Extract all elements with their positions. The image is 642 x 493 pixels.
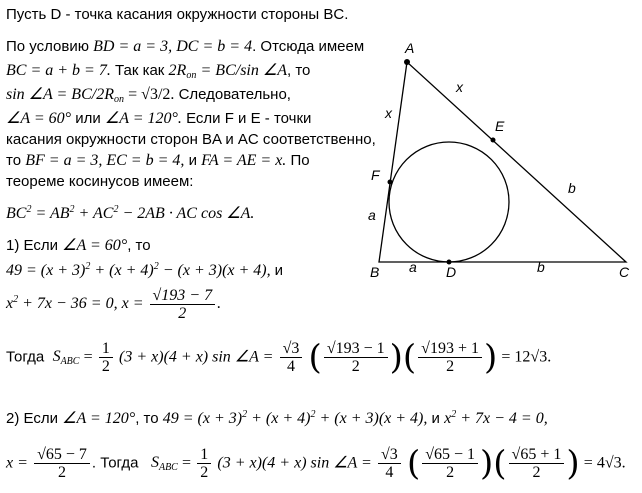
t: BF = a = 3, EC = b = 4, (25, 152, 185, 169)
t: S (150, 454, 159, 472)
t: . Тогда (91, 454, 139, 472)
t: = (182, 454, 192, 472)
t: (3 + x)(4 + x) sin ∠A = (119, 348, 274, 366)
t: − 2AB · AC cos ∠A. (122, 205, 255, 222)
label-b-right: b (568, 180, 576, 196)
t: 2 (153, 261, 159, 272)
t: Так как (115, 62, 165, 79)
t: 2 (310, 409, 316, 420)
t: 2 (101, 358, 110, 375)
t: 1 (197, 446, 211, 464)
case-1-heading (6, 237, 151, 255)
text-line-3 (6, 62, 310, 80)
t: , то (127, 237, 151, 254)
t: 1) Если (6, 237, 58, 254)
fraction: $\frac{√193 - 7}{2}$ (150, 287, 216, 322)
t: + 1 (453, 340, 479, 357)
t: 2) Если (6, 410, 58, 427)
t: − 1 (359, 340, 385, 357)
t: , то (286, 62, 311, 79)
t: 2 (446, 464, 455, 481)
t: = 4√3. (583, 454, 626, 472)
triangle-abc (379, 62, 626, 262)
label-a: A (405, 40, 415, 56)
fraction: $\frac{√193 + 1}{2}$ (418, 340, 482, 375)
t: 2 (178, 305, 187, 322)
t: − 7 (185, 287, 213, 304)
t: 2 (69, 204, 75, 215)
label-b-bottom: b (537, 259, 545, 275)
t (169, 62, 197, 79)
incircle (389, 142, 509, 262)
t: 2R (168, 62, 187, 79)
t: + (x + 4) (251, 410, 311, 427)
fraction: $\frac{√65 - 1}{2}$ (422, 446, 478, 481)
fraction (197, 446, 211, 481)
t: По (290, 152, 310, 169)
text-line-8: теореме косинусов имеем: (6, 173, 194, 190)
t: ABC (158, 462, 178, 474)
t: (3 + x)(4 + x) sin ∠A = (217, 454, 372, 472)
point-e (491, 138, 496, 143)
label-e: E (495, 118, 505, 134)
t: оп (186, 70, 197, 81)
label-d: D (446, 264, 457, 280)
t: 65 (433, 446, 450, 463)
t: 2 (85, 261, 91, 272)
area-2: x = $\frac{√65 - 7}{2}$ . Тогда $S_{ABC}$ = $\frac{1}{2}$ (3 + x)(4 + x) sin ∠A = $\frac{√3}{4}$ ( $\frac{√65 - 1}{2}$ )( $\frac{√65 + 1}{2}$ ) = 4√3. (6, 443, 626, 484)
t: 2 (13, 294, 19, 306)
t: 3 (389, 446, 398, 463)
t: и (431, 410, 440, 427)
text-line-1: Пусть D - точка касания окружности стороны BC. (6, 6, 349, 23)
point-a (404, 59, 410, 65)
t: sin ∠A = BC/2R (6, 86, 114, 103)
t: 193 (161, 287, 186, 304)
t: 4 (286, 358, 295, 375)
label-f: F (371, 167, 380, 183)
t: − (x + 3)(x + 4), (162, 262, 271, 279)
label-a-bottom: a (409, 259, 417, 275)
t: 2 (113, 204, 119, 215)
t: BC (6, 205, 27, 222)
text-line-7 (6, 152, 310, 170)
t: 193 (335, 340, 360, 357)
t: По условию (6, 38, 89, 55)
t: 193 (429, 340, 454, 357)
t: x (6, 295, 14, 313)
t: = √3/2. (128, 86, 175, 103)
point-f (388, 180, 393, 185)
t: . Отсюда имеем (252, 38, 365, 55)
t (6, 86, 124, 103)
t: S (52, 348, 61, 366)
t: x = (121, 295, 144, 313)
label-x-left: x (385, 105, 392, 121)
fraction: $\frac{√3}{4}$ (280, 340, 303, 375)
fraction: $\frac{√65 + 1}{2}$ (509, 446, 565, 481)
t: 4 (385, 464, 394, 481)
t: = AB (35, 205, 70, 222)
t: − 7 (61, 446, 87, 463)
text-line-2 (6, 38, 364, 56)
t: 2 (451, 409, 457, 420)
t: 65 (45, 446, 62, 463)
t: и (188, 152, 197, 169)
t: − 1 (449, 446, 476, 463)
case-2-line (6, 410, 548, 428)
t: 3 (291, 340, 300, 357)
t: BD = a = 3, (93, 38, 173, 55)
t: Тогда (6, 348, 45, 366)
t: + (x + 3)(x + 4), (319, 410, 428, 427)
text-line-6: касания окружности сторон BA и AC соответственно, (6, 131, 376, 148)
t: 2 (26, 204, 32, 215)
t: ∠A = 120° (62, 410, 136, 427)
t: + AC (78, 205, 114, 222)
text-line-5 (6, 110, 311, 128)
label-b: B (370, 264, 380, 280)
quadratic-1: $x^2 + 7x - 36 = 0$, x = $\frac{√193 - 7}{2}$ . (6, 287, 222, 322)
t: , то (135, 410, 159, 427)
t: + 7x − 36 = 0, (22, 295, 118, 313)
label-c: C (619, 264, 630, 280)
equation-1 (6, 262, 283, 280)
t: 49 = (x + 3) (6, 262, 86, 279)
area-1: Тогда $S_{ABC}$ = $\frac{1}{2}$ (3 + x)(4 + x) sin ∠A = $\frac{√3}{4}$ ( $\frac{√193 - 1}{2}$ )( $\frac{√193 + 1}{2}$ ) = 12√3. (6, 337, 552, 378)
fraction (99, 340, 113, 375)
t: ∠A = 60° (6, 110, 72, 127)
t: 2 (242, 409, 248, 420)
fraction: $\frac{√65 - 7}{2}$ (34, 446, 90, 481)
t: + (x + 4) (94, 262, 154, 279)
t: ∠A = 60° (62, 237, 128, 254)
t: ∠A = 120°. (104, 110, 182, 127)
t: ABC (60, 356, 80, 368)
t: или (75, 110, 101, 127)
t: + 1 (536, 446, 562, 463)
t: 2 (532, 464, 541, 481)
t: 2 (446, 358, 455, 375)
text-line-4 (6, 86, 291, 104)
t: оп (113, 94, 124, 105)
cosine-law (6, 205, 254, 223)
t: 2 (200, 464, 209, 481)
t: то (6, 152, 22, 169)
label-a-left: a (368, 207, 376, 223)
t: 2 (351, 358, 360, 375)
t: x (444, 410, 452, 427)
label-x-right: x (456, 79, 463, 95)
t: 65 (520, 446, 537, 463)
t: 49 = (x + 3) (162, 410, 243, 427)
t: x = (6, 454, 28, 472)
t: DC = b = 4 (176, 38, 253, 55)
t: и (274, 262, 284, 279)
t: 2 (57, 464, 66, 481)
t: = BC/sin ∠A (200, 62, 287, 79)
fraction: $\frac{√3}{4}$ (378, 446, 401, 481)
t: + 7x − 4 = 0, (460, 410, 548, 427)
t: = (83, 348, 93, 366)
t: FA = AE = x. (201, 152, 287, 169)
t: Если F и E - точки (186, 110, 312, 127)
t: = 12√3. (501, 348, 552, 366)
t: 1 (99, 340, 113, 358)
t: BC = a + b = 7. (6, 62, 111, 79)
fraction: $\frac{√193 - 1}{2}$ (324, 340, 388, 375)
t: Следовательно, (178, 86, 291, 103)
